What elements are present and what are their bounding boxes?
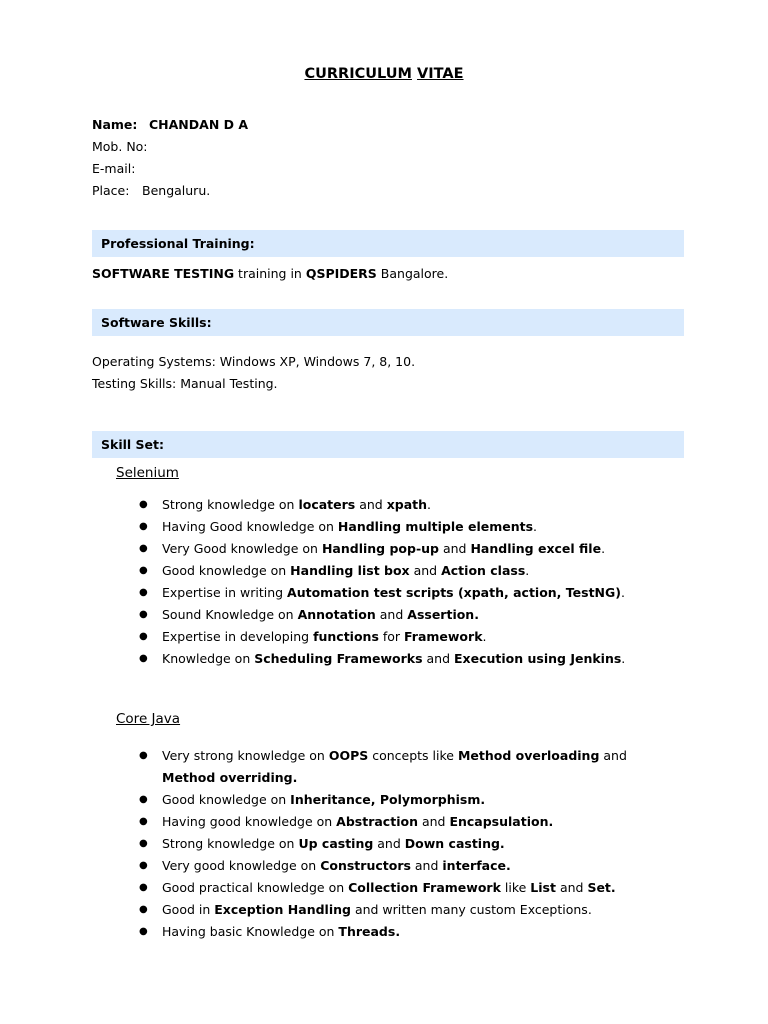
testing-skills-line: Testing Skills: Manual Testing. [92,376,278,391]
item-text: Very good knowledge on [162,858,321,873]
list-item [139,560,662,582]
item-text: and [373,836,405,851]
item-text: and [599,748,627,763]
item-text: Good in [162,902,215,917]
name-label: Name: [92,117,138,132]
bullet-icon: ● [139,904,148,915]
bullet-icon: ● [139,499,148,510]
bold-text: Handling excel file [470,541,602,556]
bullet-icon: ● [139,794,148,805]
training-line [92,263,448,285]
item-text: and [422,651,455,666]
item-text: and [409,563,442,578]
item-text: and [410,858,443,873]
bold-text: Inheritance, Polymorphism. [290,792,486,807]
training-text: training in [234,266,306,281]
selenium-heading: Selenium [116,465,179,481]
bold-text: Annotation [297,607,376,622]
email-label: E-mail: [92,161,136,176]
item-text: Knowledge on [162,651,255,666]
bold-text: Set. [587,880,616,895]
mob-label: Mob. No: [92,139,148,154]
item-text: and [555,880,588,895]
bullet-icon: ● [139,838,148,849]
document-title [0,66,768,82]
bold-text: locaters [298,497,356,512]
item-text: Expertise in developing [162,629,314,644]
place-label: Place: [92,183,130,198]
bold-text: Handling multiple elements [337,519,534,534]
bold-text: Up casting [298,836,374,851]
training-institute: QSPIDERS [305,266,377,281]
item-text: Good knowledge on [162,792,291,807]
place-row [92,180,248,202]
section-professional-training [92,230,684,257]
item-text: Having Good knowledge on [162,519,338,534]
item-text: and [438,541,471,556]
section-skill-set [92,431,684,458]
item-text: Good practical knowledge on [162,880,349,895]
bold-text: Framework [404,629,483,644]
list-item [139,516,662,538]
item-text: . [427,497,432,512]
item-text: Expertise in writing [162,585,288,600]
list-item [139,538,662,560]
list-item [139,745,662,789]
os-line: Operating Systems: Windows XP, Windows 7, 8, 10. [92,354,416,369]
bold-text: Handling pop-up [321,541,439,556]
email-row [92,158,248,180]
bold-text: Constructors [320,858,411,873]
list-item [139,582,662,604]
item-text: Sound Knowledge on [162,607,298,622]
bold-text: Threads. [338,924,401,939]
list-item [139,789,662,811]
item-text: like [500,880,531,895]
software-skills-text [92,351,415,395]
item-text: concepts like [368,748,458,763]
item-text: . [525,563,530,578]
title-word-2: VITAE [417,66,464,82]
item-text: Good knowledge on [162,563,291,578]
mob-row [92,136,248,158]
item-text: Very strong knowledge on [162,748,329,763]
bold-text: Method overloading [457,748,600,763]
bold-text: Method overriding. [162,770,298,785]
item-text: Very Good knowledge on [162,541,322,556]
bold-text: interface. [442,858,511,873]
list-item [139,648,662,670]
bold-text: List [530,880,556,895]
item-text: Having good knowledge on [162,814,337,829]
bold-text: Collection Framework [348,880,501,895]
section-heading: Software Skills: [101,315,212,330]
title-word-1: CURRICULUM [304,66,412,82]
list-item [139,877,662,899]
section-heading: Professional Training: [101,236,255,251]
core-java-heading: Core Java [116,711,181,727]
item-text: . [601,541,606,556]
bold-text: Scheduling Frameworks [254,651,423,666]
list-item [139,811,662,833]
bold-text: Assertion. [407,607,479,622]
contact-block [92,114,248,202]
bullet-icon: ● [139,816,148,827]
bullet-icon: ● [139,543,148,554]
bold-text: Execution using Jenkins [454,651,622,666]
item-text: . [482,629,487,644]
list-item [139,833,662,855]
item-text: . [533,519,538,534]
bullet-icon: ● [139,565,148,576]
core-java-list [139,745,662,943]
bullet-icon: ● [139,926,148,937]
bullet-icon: ● [139,860,148,871]
bullet-icon: ● [139,521,148,532]
bold-text: Action class [441,563,526,578]
list-item [139,604,662,626]
item-text: and [355,497,387,512]
list-item [139,494,662,516]
bold-text: functions [313,629,379,644]
section-software-skills [92,309,684,336]
training-course: SOFTWARE TESTING [92,266,235,281]
list-item [139,921,662,943]
item-text: . [620,585,625,600]
bullet-icon: ● [139,631,148,642]
place-value: Bengaluru. [142,183,211,198]
item-text: Strong knowledge on [162,497,299,512]
item-text: and [417,814,450,829]
selenium-list [139,494,662,670]
bold-text: OOPS [328,748,369,763]
item-text: and [375,607,408,622]
item-text: . [621,651,626,666]
bold-text: Exception Handling [214,902,351,917]
bullet-icon: ● [139,750,148,761]
item-text: Having basic Knowledge on [162,924,339,939]
list-item [139,626,662,648]
list-item [139,855,662,877]
training-location: Bangalore. [376,266,449,281]
bullet-icon: ● [139,587,148,598]
name-value: CHANDAN D A [149,117,249,132]
name-row [92,114,248,136]
bullet-icon: ● [139,609,148,620]
bullet-icon: ● [139,653,148,664]
item-text: and written many custom Exceptions. [350,902,592,917]
bold-text: xpath [386,497,428,512]
item-text: Strong knowledge on [162,836,299,851]
bullet-icon: ● [139,882,148,893]
list-item [139,899,662,921]
bold-text: Encapsulation. [449,814,554,829]
item-text: for [378,629,405,644]
bold-text: Automation test scripts (xpath, action, TestNG) [287,585,621,600]
bold-text: Down casting. [404,836,505,851]
bold-text: Abstraction [336,814,418,829]
bold-text: Handling list box [290,563,410,578]
section-heading: Skill Set: [101,437,164,452]
